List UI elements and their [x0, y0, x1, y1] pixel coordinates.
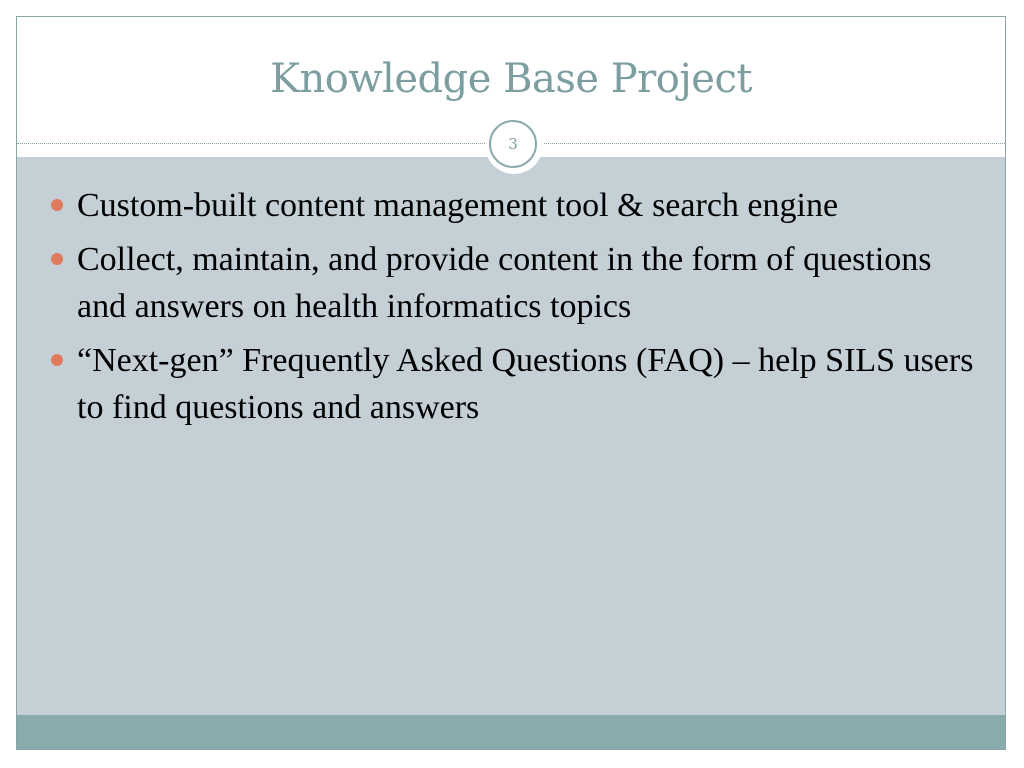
- page-number-badge: [489, 120, 537, 168]
- bullet-text: Custom-built content management tool & search engine: [77, 187, 839, 224]
- page-number: 3: [508, 135, 518, 153]
- bullet-dot-icon: [51, 199, 63, 211]
- bullet-text: “Next-gen” Frequently Asked Questions (FAQ) – help SILS users to find questions and answers: [77, 342, 974, 426]
- slide-frame: [16, 16, 1006, 750]
- bullet-item: [49, 236, 979, 330]
- bullet-item: [49, 337, 979, 431]
- bullet-list: [49, 182, 979, 438]
- bullet-dot-icon: [51, 354, 63, 366]
- slide-title: Knowledge Base Project: [270, 56, 752, 102]
- bullet-item: [49, 182, 979, 229]
- bullet-text: Collect, maintain, and provide content in the form of questions and answers on health informatics topics: [77, 241, 932, 325]
- bullet-dot-icon: [51, 253, 63, 265]
- footer-band: [17, 715, 1005, 749]
